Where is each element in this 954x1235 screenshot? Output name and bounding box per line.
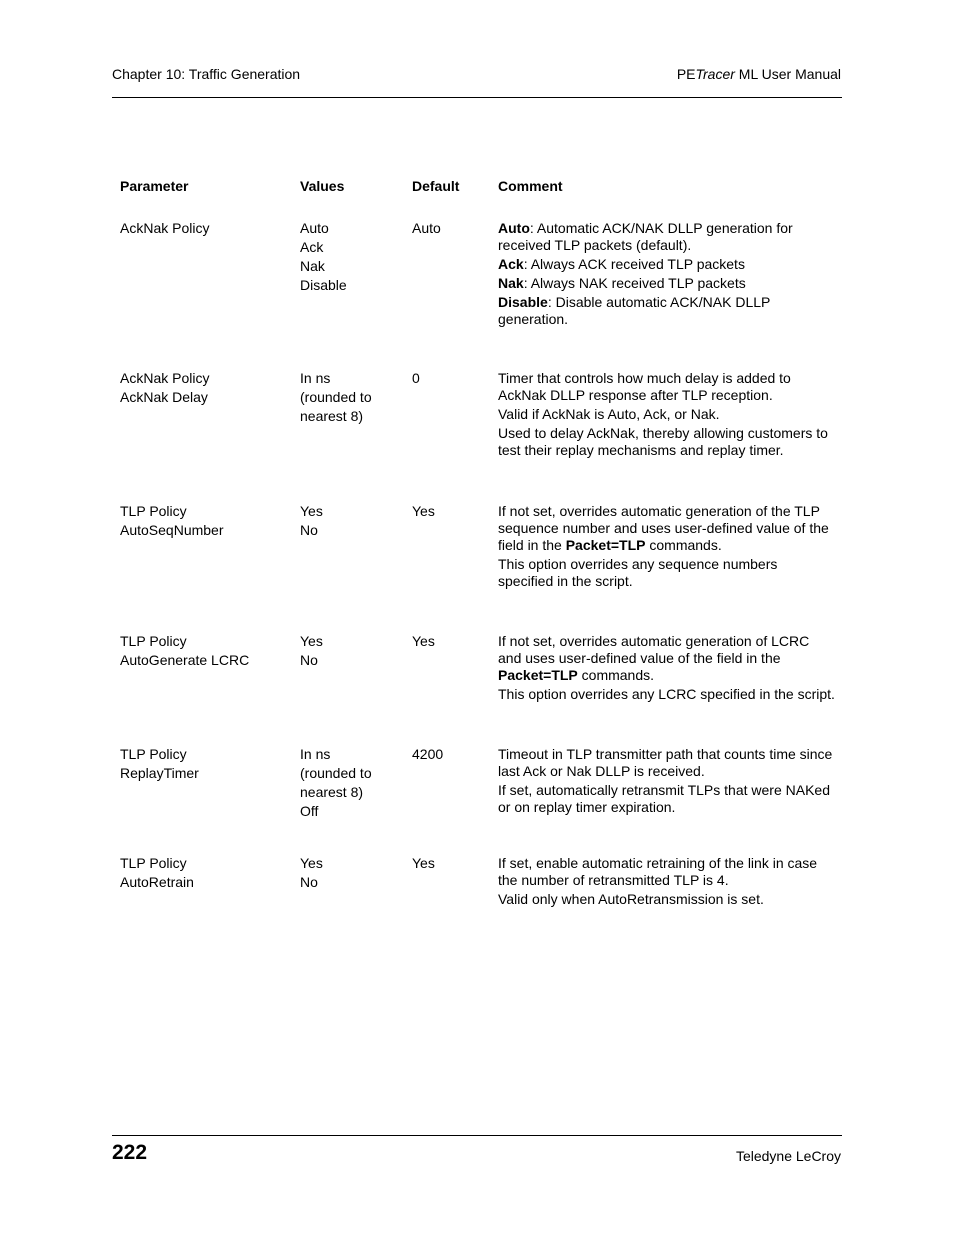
comment-line <box>498 387 840 404</box>
comment-line <box>498 872 840 889</box>
value-line: No <box>300 652 318 668</box>
value-line: Yes <box>300 503 323 519</box>
comment-line <box>498 650 840 667</box>
table-body <box>120 220 840 910</box>
comment-text: : Automatic ACK/NAK DLLP generation for <box>529 220 793 236</box>
comment-text: Timer that controls how much delay is added to <box>498 370 791 386</box>
values-cell <box>300 220 412 330</box>
parameter-line: AckNak Policy <box>120 220 210 236</box>
comment-text: and uses user-defined value of the field in the <box>498 650 781 666</box>
comment-line <box>498 686 840 703</box>
comment-line <box>498 406 840 423</box>
default-value: 0 <box>412 370 420 386</box>
running-header-chapter: Chapter 10: Traffic Generation <box>112 66 301 82</box>
comment-text: sequence number and uses user-defined value of the <box>498 520 829 536</box>
parameter-cell <box>120 746 300 822</box>
comment-line <box>498 537 840 554</box>
comment-text: Used to delay AckNak, thereby allowing customers to <box>498 425 828 441</box>
comment-text: : Always ACK received TLP packets <box>523 256 745 272</box>
comment-text: generation. <box>498 311 569 327</box>
comment-keyword: Nak <box>498 275 524 291</box>
comment-keyword: Disable <box>498 294 548 310</box>
comment-keyword: Packet=TLP <box>498 667 578 683</box>
column-header-parameter: Parameter <box>120 178 189 194</box>
comment-line <box>498 855 840 872</box>
parameter-cell <box>120 633 300 705</box>
default-value: 4200 <box>412 746 444 762</box>
comment-cell <box>498 855 840 910</box>
parameter-cell <box>120 220 300 330</box>
title-rest: ML User Manual <box>734 66 841 82</box>
comment-text: Timeout in TLP transmitter path that counts time since <box>498 746 833 762</box>
parameter-table <box>120 178 840 910</box>
running-header-manual-title <box>677 66 841 82</box>
comment-paragraph <box>498 782 840 816</box>
comment-line <box>498 294 840 311</box>
comment-cell <box>498 370 840 461</box>
comment-text: This option overrides any LCRC specified in the script. <box>498 686 835 702</box>
table-row <box>120 746 840 822</box>
parameter-line: TLP Policy <box>120 503 187 519</box>
title-pe: PE <box>676 66 696 82</box>
parameter-line: TLP Policy <box>120 633 187 649</box>
comment-line <box>498 425 840 442</box>
value-line: No <box>300 522 318 538</box>
comment-line <box>498 237 840 254</box>
comment-keyword: Ack <box>498 256 524 272</box>
comment-paragraph <box>498 406 840 423</box>
comment-text: commands. <box>577 667 655 683</box>
comment-text: Valid only when AutoRetransmission is set. <box>498 891 764 907</box>
comment-cell <box>498 220 840 330</box>
comment-text: last Ack or Nak DLLP is received. <box>498 763 705 779</box>
comment-text: This option overrides any sequence numbers <box>498 556 778 572</box>
comment-text: : Disable automatic ACK/NAK DLLP <box>547 294 771 310</box>
comment-line <box>498 520 840 537</box>
comment-line <box>498 746 840 763</box>
value-line: Ack <box>300 239 324 255</box>
default-value: Yes <box>412 855 435 871</box>
parameter-line: AckNak Policy <box>120 370 210 386</box>
comment-paragraph <box>498 686 840 703</box>
values-cell <box>300 370 412 461</box>
comment-paragraph <box>498 855 840 889</box>
default-value: Yes <box>412 503 435 519</box>
comment-text: If set, enable automatic retraining of the link in case <box>498 855 818 871</box>
comment-paragraph <box>498 746 840 780</box>
value-line: Auto <box>300 220 329 236</box>
comment-cell <box>498 633 840 705</box>
values-cell <box>300 633 412 705</box>
table-row <box>120 220 840 330</box>
comment-text: AckNak DLLP response after TLP reception. <box>498 387 773 403</box>
page-number: 222 <box>112 1141 148 1164</box>
default-value: Yes <box>412 633 435 649</box>
table-header-row <box>120 178 840 220</box>
footer-company: Teledyne LeCroy <box>735 1148 841 1164</box>
comment-line <box>498 556 840 573</box>
default-value: Auto <box>412 220 441 236</box>
comment-keyword: Packet=TLP <box>565 537 646 553</box>
comment-line <box>498 891 840 908</box>
parameter-line: AutoRetrain <box>120 874 194 890</box>
comment-paragraph <box>498 503 840 554</box>
comment-line <box>498 256 840 273</box>
column-header-comment: Comment <box>498 178 563 194</box>
default-cell <box>412 855 498 910</box>
comment-paragraph <box>498 256 840 273</box>
comment-line <box>498 763 840 780</box>
value-line: In ns <box>300 370 331 386</box>
comment-text: specified in the script. <box>498 573 633 589</box>
comment-text: or on replay timer expiration. <box>498 799 676 815</box>
comment-line <box>498 311 840 328</box>
value-line: Disable <box>300 277 347 293</box>
comment-text: field in the <box>498 537 566 553</box>
comment-line <box>498 503 840 520</box>
value-line: nearest 8) <box>300 784 364 800</box>
parameter-line: TLP Policy <box>120 746 187 762</box>
comment-line <box>498 799 840 816</box>
comment-paragraph <box>498 370 840 404</box>
comment-text: received TLP packets (default). <box>498 237 692 253</box>
comment-text: : Always NAK received TLP packets <box>523 275 746 291</box>
value-line: (rounded to <box>300 389 372 405</box>
parameter-cell <box>120 503 300 592</box>
comment-line <box>498 782 840 799</box>
comment-paragraph <box>498 556 840 590</box>
comment-paragraph <box>498 633 840 684</box>
default-cell <box>412 370 498 461</box>
comment-line <box>498 370 840 387</box>
comment-paragraph <box>498 275 840 292</box>
comment-keyword: Auto <box>498 220 530 236</box>
default-cell <box>412 633 498 705</box>
comment-text: If not set, overrides automatic generation of LCRC <box>498 633 810 649</box>
comment-paragraph <box>498 891 840 908</box>
table-row <box>120 370 840 461</box>
default-cell <box>412 746 498 822</box>
comment-line <box>498 667 840 684</box>
comment-line <box>498 573 840 590</box>
header-divider <box>112 97 842 98</box>
values-cell <box>300 503 412 592</box>
table-row <box>120 503 840 592</box>
parameter-line: ReplayTimer <box>120 765 199 781</box>
title-tracer: Tracer <box>695 66 735 82</box>
value-line: Yes <box>300 855 323 871</box>
table-row <box>120 633 840 705</box>
parameter-cell <box>120 370 300 461</box>
value-line: (rounded to <box>300 765 372 781</box>
comment-line <box>498 275 840 292</box>
parameter-line: AckNak Delay <box>120 389 208 405</box>
value-line: No <box>300 874 318 890</box>
parameter-line: AutoGenerate LCRC <box>120 652 250 668</box>
parameter-line: AutoSeqNumber <box>120 522 224 538</box>
default-cell <box>412 220 498 330</box>
comment-paragraph <box>498 294 840 328</box>
comment-text: Valid if AckNak is Auto, Ack, or Nak. <box>498 406 720 422</box>
value-line: Yes <box>300 633 323 649</box>
values-cell <box>300 855 412 910</box>
value-line: In ns <box>300 746 331 762</box>
default-cell <box>412 503 498 592</box>
value-line: Nak <box>300 258 325 274</box>
comment-line <box>498 220 840 237</box>
comment-paragraph <box>498 220 840 254</box>
comment-text: If set, automatically retransmit TLPs that were NAKed <box>498 782 830 798</box>
column-header-default: Default <box>412 178 460 194</box>
comment-cell <box>498 503 840 592</box>
parameter-line: TLP Policy <box>120 855 187 871</box>
comment-text: the number of retransmitted TLP is 4. <box>498 872 729 888</box>
table-row <box>120 855 840 910</box>
values-cell <box>300 746 412 822</box>
comment-line <box>498 633 840 650</box>
footer-divider <box>112 1135 842 1136</box>
comment-text: test their replay mechanisms and replay timer. <box>498 442 784 458</box>
column-header-values: Values <box>300 178 345 194</box>
comment-text: If not set, overrides automatic generation of the TLP <box>498 503 820 519</box>
value-line: nearest 8) <box>300 408 364 424</box>
comment-paragraph <box>498 425 840 459</box>
comment-text: commands. <box>645 537 722 553</box>
value-line: Off <box>300 803 319 819</box>
parameter-cell <box>120 855 300 910</box>
comment-cell <box>498 746 840 822</box>
comment-line <box>498 442 840 459</box>
